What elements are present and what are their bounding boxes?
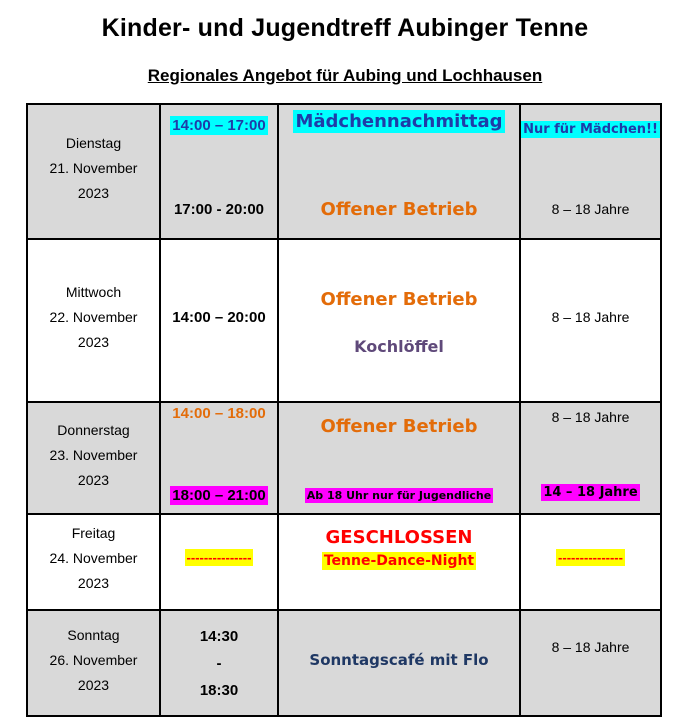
age-range: 8 – 18 Jahre [551, 201, 630, 217]
day-year: 2023 [77, 677, 110, 693]
time-slot: 18:00 – 21:00 [172, 487, 266, 504]
day-year: 2023 [77, 334, 110, 350]
age-note: Nur für Mädchen!! [523, 122, 658, 137]
day-date: 26. November [49, 652, 138, 668]
time-slot: 17:00 - 20:00 [173, 201, 265, 218]
time-slot: 14:00 – 17:00 [172, 117, 266, 134]
day-name: Dienstag [65, 135, 122, 151]
day-date: 21. November [49, 160, 138, 176]
table-row-dienstag-age [519, 103, 662, 240]
program-title: Offener Betrieb [320, 416, 478, 437]
program-title: GESCHLOSSEN [325, 527, 473, 548]
program-subtitle: Tenne-Dance-Night [323, 553, 475, 569]
table-row-sonntag-time [159, 609, 279, 717]
program-title: Mädchennachmittag [295, 111, 503, 132]
table-row-sonntag-age [519, 609, 662, 717]
table-row-mittwoch-program [277, 238, 521, 403]
day-name: Sonntag [67, 627, 120, 643]
page-title: Kinder- und Jugendtreff Aubinger Tenne [101, 14, 589, 42]
page-subtitle: Regionales Angebot für Aubing und Lochhausen [147, 66, 543, 85]
table-row-donnerstag-program [277, 401, 521, 515]
program-subtitle: Kochlöffel [354, 337, 444, 356]
day-year: 2023 [77, 575, 110, 591]
table-row-mittwoch-age [519, 238, 662, 403]
program-note: Ab 18 Uhr nur für Jugendliche [306, 489, 492, 502]
time-slot: --------------- [186, 550, 252, 565]
table-row-freitag-age [519, 513, 662, 611]
day-date: 22. November [49, 309, 138, 325]
table-row-donnerstag-day [26, 401, 161, 515]
age-range: 8 – 18 Jahre [551, 639, 630, 655]
table-row-dienstag-day [26, 103, 161, 240]
table-row-freitag-time [159, 513, 279, 611]
schedule-table [26, 103, 662, 717]
time-separator: - [216, 655, 222, 672]
table-row-mittwoch-day [26, 238, 161, 403]
program-title: Offener Betrieb [320, 289, 478, 310]
program-title: Offener Betrieb [320, 199, 478, 220]
table-row-dienstag-program [277, 103, 521, 240]
age-range: 8 – 18 Jahre [551, 309, 630, 325]
time-slot: 14:00 – 18:00 [172, 405, 266, 422]
day-name: Donnerstag [57, 422, 130, 438]
time-end: 18:30 [199, 682, 239, 699]
table-row-donnerstag-age [519, 401, 662, 515]
day-date: 23. November [49, 447, 138, 463]
table-row-dienstag-time [159, 103, 279, 240]
table-row-sonntag-program [277, 609, 521, 717]
age-range: --------------- [558, 550, 623, 565]
day-year: 2023 [77, 472, 110, 488]
day-date: 24. November [49, 550, 138, 566]
table-row-freitag-program [277, 513, 521, 611]
time-start: 14:30 [199, 628, 239, 645]
table-row-mittwoch-time [159, 238, 279, 403]
day-name: Freitag [71, 525, 116, 541]
program-title: Sonntagscafé mit Flo [309, 651, 489, 669]
day-year: 2023 [77, 185, 110, 201]
table-row-sonntag-day [26, 609, 161, 717]
table-row-freitag-day [26, 513, 161, 611]
time-slot: 14:00 – 20:00 [172, 309, 266, 326]
table-row-donnerstag-time [159, 401, 279, 515]
age-range: 8 – 18 Jahre [551, 409, 630, 425]
day-name: Mittwoch [65, 284, 122, 300]
age-range: 14 – 18 Jahre [543, 485, 638, 500]
